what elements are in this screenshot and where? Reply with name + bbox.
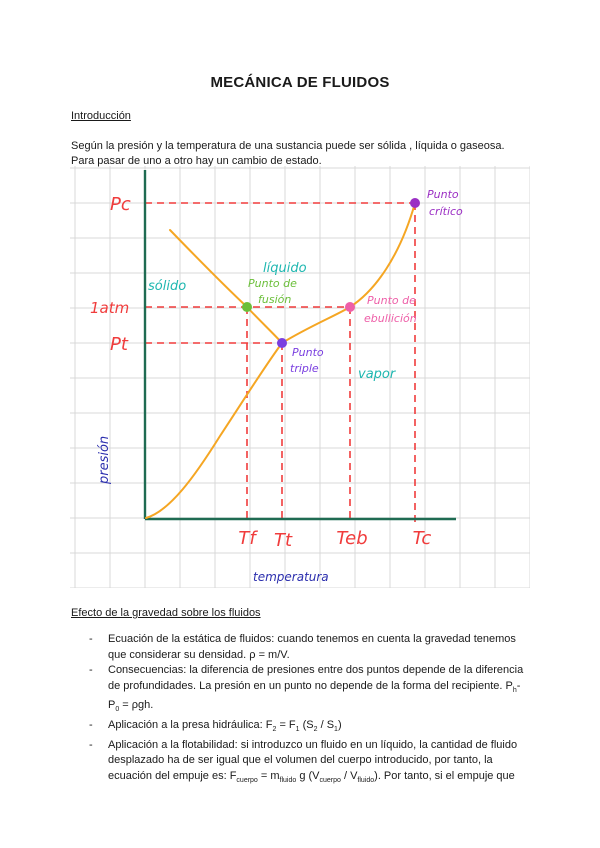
label-pc: Pc	[110, 194, 131, 215]
bullet-dash: -	[89, 664, 93, 676]
label-pt: Pt	[110, 334, 128, 355]
page-title: MECÁNICA DE FLUIDOS	[210, 74, 390, 91]
intro-paragraph	[71, 139, 541, 169]
critico-line-2: crítico	[429, 205, 463, 218]
bullet-text: Ecuación de la estática de fluidos: cuando tenemos en cuenta la gravedad tenemos que considerar su densidad. ρ = m/V.	[108, 633, 516, 661]
label-tf: Tf	[238, 528, 256, 549]
region-vapor: vapor	[358, 367, 396, 382]
axis-y-label: presión	[97, 435, 112, 484]
phase-diagram	[70, 166, 530, 588]
list-item	[71, 632, 531, 663]
ebullicion-line-2: ebullición	[364, 312, 417, 325]
axis-x-label: temperatura	[253, 570, 329, 584]
list-item: - Aplicación a la flotabilidad: si introduzco un fluido en un líquido, la cantidad de fluido desplazado ha de ser igual que el volumen del cuerpo introducido, por tanto, la ecuación del empuje es: $F_{cuerpo} = m_{fluido}$ g $(V_{cuerpo} / V_{fluido})$. Por tanto, si el empuje que	[89, 738, 518, 784]
critical-point	[410, 198, 420, 208]
bullet-dash: -	[89, 738, 93, 751]
label-teb: Teb	[336, 528, 368, 549]
fusion-line-1: Punto de	[248, 277, 297, 290]
label-tt: Tt	[273, 530, 293, 551]
x-labels	[238, 528, 431, 551]
fusion-point	[242, 302, 252, 312]
ebullicion-line-1: Punto de	[367, 294, 416, 307]
gravity-list	[71, 632, 531, 788]
bullet-dash: -	[89, 718, 93, 731]
intro-heading: Introducción	[71, 110, 131, 122]
list-item: - Consecuencias: la diferencia de presiones entre dos puntos depende de la diferencia de profundidades. La presión en un punto no depende de la forma del recipiente. $P_h-$ $P_0 = \rho gh$.	[89, 664, 524, 714]
critico-line-1: Punto	[427, 188, 459, 201]
phase-curves	[146, 203, 415, 518]
bullet-dash: -	[89, 633, 93, 645]
boiling-point	[345, 302, 355, 312]
sublimation-curve	[146, 343, 282, 518]
label-tc: Tc	[412, 528, 432, 549]
region-solido: sólido	[148, 279, 187, 294]
gravity-heading: Efecto de la gravedad sobre los fluidos	[71, 607, 261, 619]
list-item: - Aplicación a la presa hidráulica: $F_2 = F_1$ $(S_2 / S_1)$	[89, 718, 342, 734]
fusion-line-2: fusión	[258, 293, 292, 306]
region-liquido: líquido	[263, 261, 307, 276]
triple-line-1: Punto	[292, 346, 324, 359]
intro-line-2: Para pasar de uno a otro hay un cambio de estado.	[71, 155, 322, 167]
triple-point	[277, 338, 287, 348]
label-1atm: 1atm	[90, 299, 130, 317]
intro-line-1: Según la presión y la temperatura de una sustancia puede ser sólida , líquida o gaseosa.	[71, 140, 505, 152]
triple-line-2: triple	[290, 362, 319, 375]
guide-lines	[145, 203, 415, 522]
grid	[70, 166, 530, 588]
